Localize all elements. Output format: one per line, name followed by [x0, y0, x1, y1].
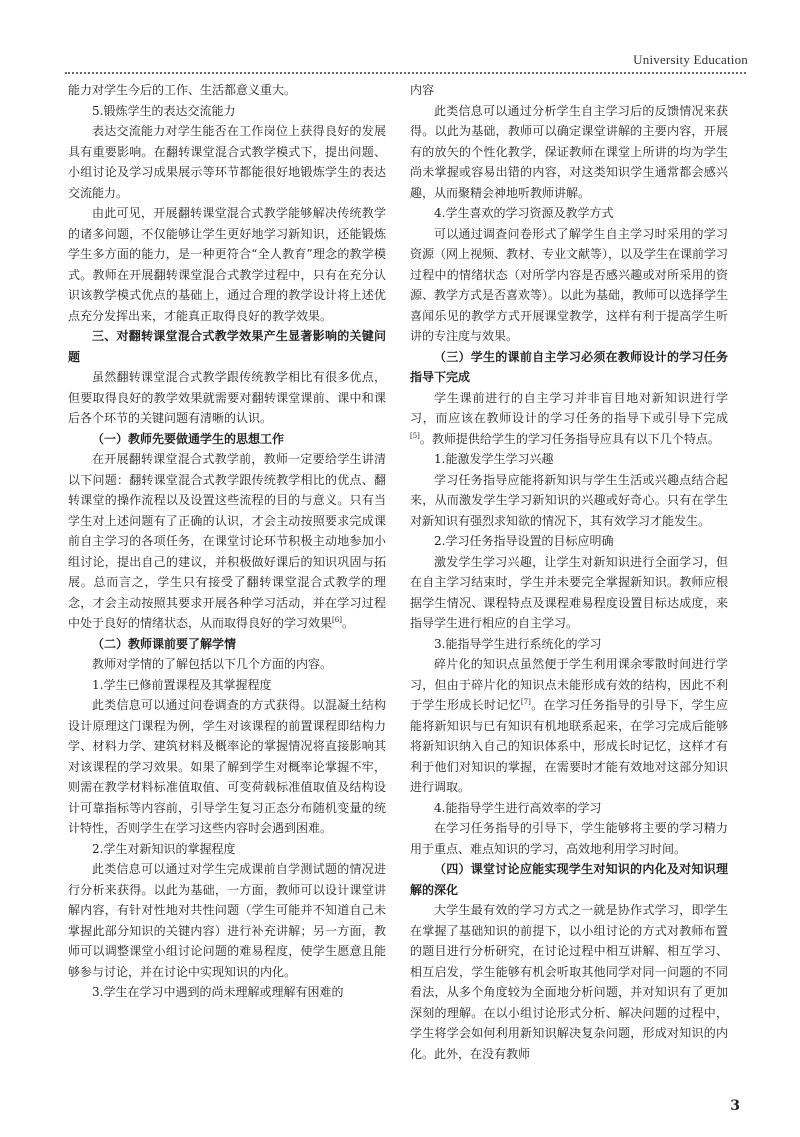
left-column	[68, 80, 386, 1003]
paragraph	[68, 80, 386, 101]
paragraph-text: （一）教师先要做通学生的思想工作	[92, 431, 285, 446]
paragraph	[68, 449, 386, 634]
paragraph-text: 学习任务指导应能将新知识与学生生活或兴趣点结合起来，从而激发学生学习新知识的兴趣或好奇心。只有在学生对新知识有强烈求知欲的情况下，其有效学习才能发生。	[410, 472, 728, 528]
paragraph	[68, 654, 386, 675]
paragraph-text: 可以通过调查问卷形式了解学生自主学习时采用的学习资源（网上视频、教材、专业文献等），以及学生在课前学习过程中的情绪状态（对所学内容是否感兴趣或对所采用的资源、教学方式是否喜欢等）。以此为基础，教师可以选择学生喜闻乐见的教学方式开展课堂教学，这样有利于提高学生听讲的专注度与效果。	[410, 226, 729, 343]
paragraph-text: 1.能激发学生学习兴趣	[434, 452, 554, 466]
paragraph-text: 虽然翻转课堂混合式教学跟传统教学相比有很多优点，但要取得良好的教学效果就需要对翻转课堂课前、课中和课后各个环节的关键问题有清晰的认识。	[68, 370, 386, 425]
paragraph-text: 大学生最有效的学习方式之一就是协作式学习，即学生在掌握了基础知识的前提下，以小组讨论的方式对教师布置的题目进行分析研究，在讨论过程中相互讲解、相互学习、相互启发，学生能够有机会听取其他同学对同一问题的不同看法，从多个角度较为全面地分析问题，并对知识有了更加深刻的理解。在以小组讨论形式分析、解决问题的过程中，学生将学会如何利用新知识解决复杂问题，形成对知识的内化。此外，在没有教师	[410, 903, 728, 1061]
paragraph-text: （三）学生的课前自主学习必须在教师设计的学习任务指导下完成	[410, 349, 728, 384]
paragraph	[410, 224, 728, 347]
paragraph-text: 教师对学情的了解包括以下几个方面的内容。	[92, 657, 333, 671]
paragraph-text: （四）课堂讨论应能实现学生对知识的内化及对知识理解的深化	[410, 862, 728, 897]
paragraph-tail: 。教师提供给学生的学习任务指导应具有以下几个特点。	[419, 431, 720, 446]
paragraph	[410, 203, 728, 224]
paragraph-text: 由此可见，开展翻转课堂混合式教学能够解决传统教学的诸多问题，不仅能够让学生更好地学习新知识，还能锻炼学生多方面的能力，是一种更符合“全人教育”理念的教学模式。教师在开展翻转课堂混合式教学过程中，只有在充分认识该教学模式优点的基础上，通过合理的教学设计将上述优点充分发挥出来，才能真正取得良好的教学效果。	[68, 206, 386, 323]
header-divider	[65, 72, 746, 74]
journal-header: University Education	[633, 52, 748, 67]
paragraph	[410, 101, 728, 204]
paragraph	[68, 203, 386, 326]
paragraph	[410, 900, 728, 1064]
subsection-heading	[68, 429, 386, 450]
paragraph	[68, 101, 386, 122]
paragraph-tail: 。	[341, 616, 354, 630]
paragraph-text: 在学习任务指导的引导下，学生能够将主要的学习精力用于重点、难点知识的学习，高效地利用学习时间。	[410, 821, 728, 856]
paragraph	[410, 449, 728, 470]
section-heading	[68, 326, 386, 367]
paragraph-text: 此类信息可以通过对学生完成课前自学测试题的情况进行分析来获得。以此为基础，一方面，教师可以设计课堂讲解内容，有针对性地对共性问题（学生可能并不知道自己未掌握此部分知识的关键内容）进行补充讲解；另一方面，教师可以调整课堂小组讨论问题的难易程度，使学生愿意且能够参与讨论，并在讨论中实现知识的内化。	[68, 862, 386, 979]
paragraph-text: 4.能指导学生进行高效率的学习	[434, 800, 602, 815]
paragraph-text: 3.学生在学习中遇到的尚未理解或理解有困难的	[92, 985, 344, 999]
paragraph-text: 在开展翻转课堂混合式教学前，教师一定要给学生讲清以下问题：翻转课堂混合式教学跟传统教学相比的优点、翻转课堂的操作流程以及设置这些流程的目的与意义。只有当学生对上述问题有了正确的认识，才会主动按照要求完成课前自主学习的各项任务，在课堂讨论环节积极主动地参加小组讨论，提出自己的建议，并积极做好课后的知识巩固与拓展。总而言之，学生只有接受了翻转课堂混合式教学的理念，才会主动按照其要求开展各种学习活动，并在学习过程中处于良好的情绪状态，从而取得良好的学习效果	[68, 452, 386, 630]
paragraph-text: （二）教师课前要了解学情	[92, 636, 237, 651]
paragraph-text: 1.学生已修前置课程及其掌握程度	[92, 677, 272, 692]
paragraph	[410, 818, 728, 859]
paragraph	[68, 982, 386, 1003]
paragraph-text: 三、对翻转课堂混合式教学效果产生显著影响的关键问题	[68, 329, 386, 364]
page-number: 3	[730, 1098, 740, 1114]
subsection-heading	[68, 634, 386, 655]
paragraph	[68, 839, 386, 860]
paragraph	[410, 634, 728, 655]
citation-ref: [7]	[520, 698, 531, 706]
paragraph-text: 此类信息可以通过问卷调查的方式获得。以混凝土结构设计原理这门课程为例，学生对该课程的前置课程即结构力学、材料力学、建筑材料及概率论的掌握情况将直接影响其对该课程的学习效果。如果了解到学生对概率论掌握不牢，则需在教学材料标准值取值、可变荷载标准值取值及结构设计可靠指标等内容前，引导学生复习正态分布随机变量的统计特性，否则学生在学习这些内容时会遇到困难。	[68, 698, 386, 835]
paragraph	[68, 367, 386, 429]
paragraph-text: 能力对学生今后的工作、生活都意义重大。	[68, 83, 297, 97]
paragraph	[68, 695, 386, 839]
paragraph-text: 学生课前进行的自主学习并非盲目地对新知识进行学习，而应该在教师设计的学习任务的指导下或引导下完成	[410, 390, 728, 425]
paragraph-text: 5.锻炼学生的表达交流能力	[92, 103, 236, 118]
subsection-heading	[410, 859, 728, 900]
paragraph-text: 2.学习任务指导设置的目标应明确	[434, 534, 614, 548]
paragraph-text: 表达交流能力对学生能否在工作岗位上获得良好的发展具有重要影响。在翻转课堂混合式教学模式下，提出问题、小组讨论及学习成果展示等环节都能很好地锻炼学生的表达交流能力。	[68, 124, 386, 200]
paragraph	[410, 798, 728, 819]
paragraph-text: 2.学生对新知识的掌握程度	[92, 841, 236, 856]
citation-ref: [6]	[332, 616, 342, 624]
paragraph-text: 4.学生喜欢的学习资源及教学方式	[434, 206, 614, 220]
paragraph	[410, 470, 728, 532]
paragraph	[410, 552, 728, 634]
paragraph-tail: 。在学习任务指导的引导下，学生应能将新知识与已有知识有机地联系起来，在学习完成后能够将新知识纳入自己的知识体系中，形成长时记忆，这样才有利于他们对知识的掌握，在需要时才能有效地对这部分知识进行调取。	[410, 698, 728, 794]
paragraph	[410, 388, 728, 450]
paragraph-text: 3.能指导学生进行系统化的学习	[434, 636, 602, 651]
paragraph	[68, 675, 386, 696]
paragraph-text: 此类信息可以通过分析学生自主学习后的反馈情况来获得。以此为基础，教师可以确定课堂讲解的主要内容，开展有的放矢的个性化教学，保证教师在课堂上所讲的均为学生尚未掌握或容易出错的内容，对这类知识学生通常都会感兴趣，从而聚精会神地听教师讲解。	[410, 103, 728, 200]
paragraph	[68, 121, 386, 203]
subsection-heading	[410, 347, 728, 388]
paragraph	[410, 80, 728, 101]
paragraph-text: 激发学生学习兴趣，让学生对新知识进行全面学习，但在自主学习结束时，学生并未要完全掌握新知识。教师应根据学生情况、课程特点及课程难易程度设置目标达成度，来指导学生进行相应的自主学习。	[410, 554, 728, 630]
citation-ref: [5]	[410, 431, 420, 440]
paragraph-text: 内容	[410, 83, 435, 97]
paragraph	[410, 531, 728, 552]
paragraph	[410, 654, 728, 798]
right-column	[410, 80, 728, 1064]
paragraph	[68, 859, 386, 982]
paragraph-text: 碎片化的知识点虽然便于学生利用课余零散时间进行学习，但由于碎片化的知识点未能形成有效的结构，因此不利于学生形成长时记忆	[410, 657, 728, 712]
